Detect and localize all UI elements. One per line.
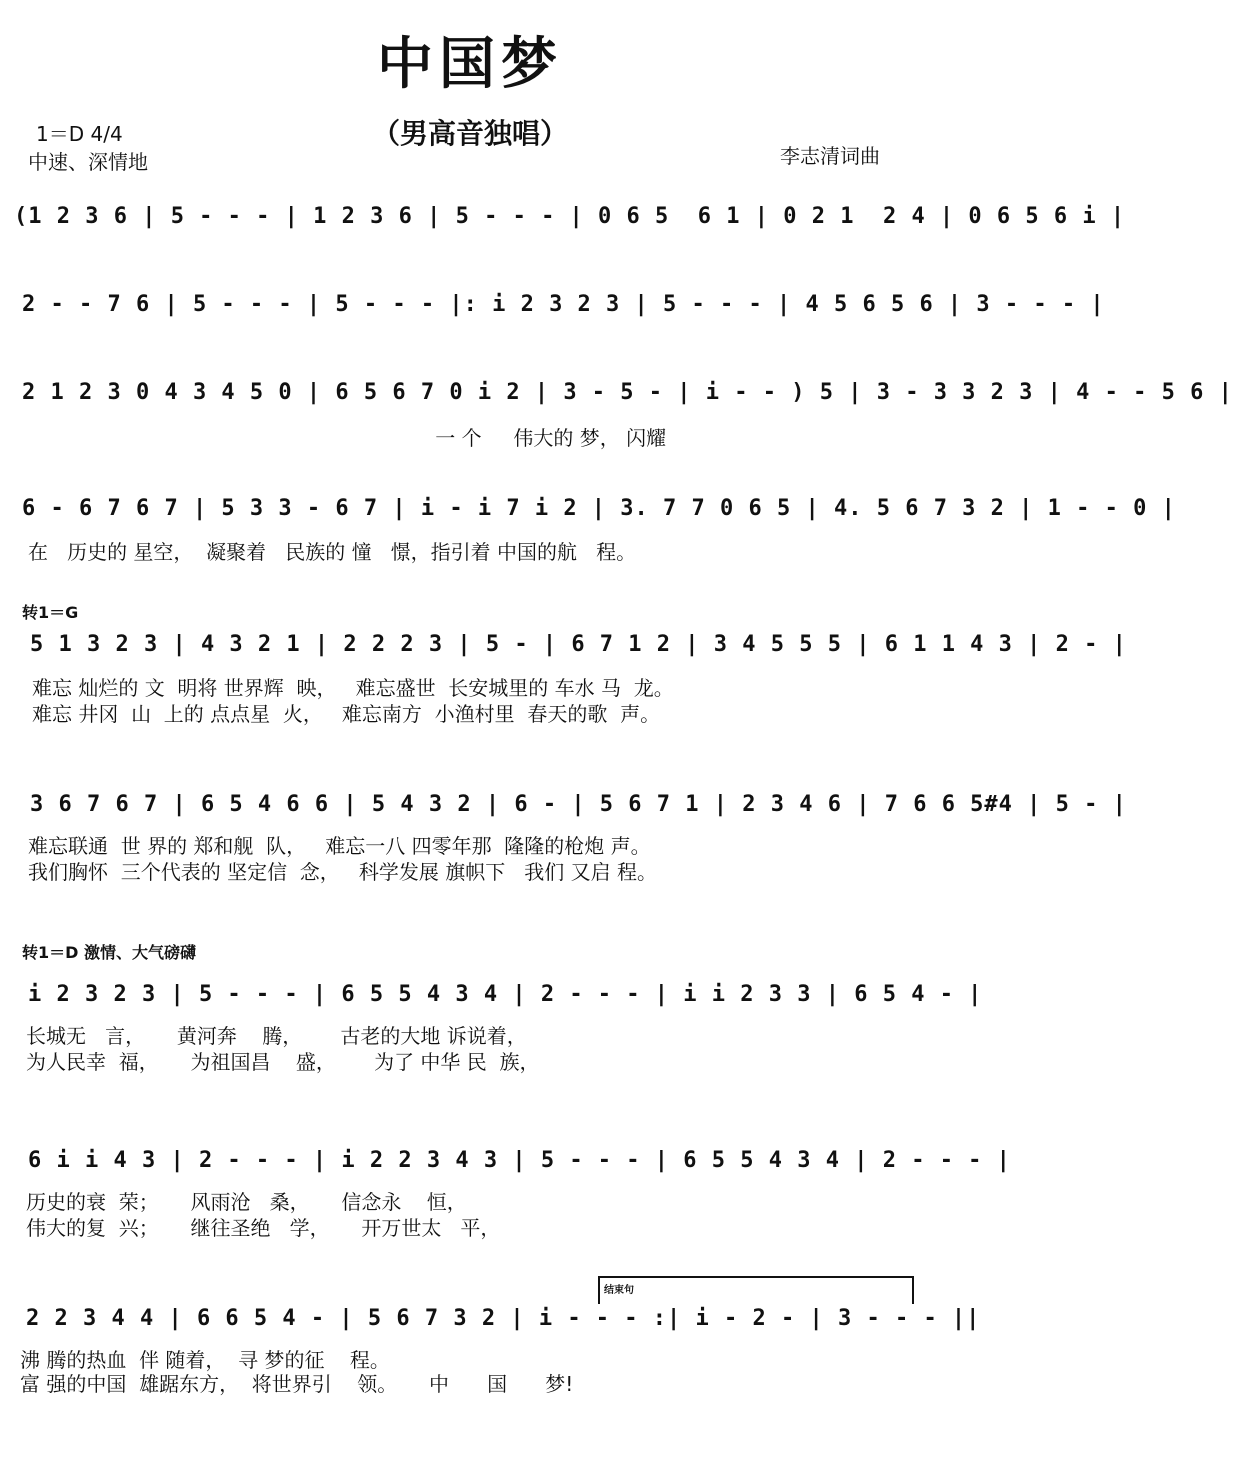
lyrics-line-4: 在 历史的 星空， 凝聚着 民族的 憧 憬，指引着 中国的航 程。	[28, 540, 637, 564]
lyrics-line-3: 一 个 伟大的 梦， 闪耀	[22, 426, 667, 450]
lyrics-line-9a: 沸 腾的热血 伴 随着， 寻 梦的征 程。	[20, 1348, 390, 1372]
key-signature: 1＝D 4/4	[36, 122, 123, 146]
modulation-g: 转1＝G	[22, 603, 79, 622]
lyrics-line-9b: 富 强的中国 雄踞东方， 将世界引 领。 中 国 梦!	[20, 1372, 574, 1396]
lyrics-line-5b: 难忘 井冈 山 上的 点点星 火， 难忘南方 小渔村里 春天的歌 声。	[32, 702, 661, 726]
lyrics-line-7a: 长城无 言， 黄河奔 腾， 古老的大地 诉说着，	[26, 1024, 527, 1048]
author-credit: 李志清词曲	[780, 144, 880, 168]
lyrics-line-5a: 难忘 灿烂的 文 明将 世界辉 映， 难忘盛世 长安城里的 车水 马 龙。	[32, 676, 674, 700]
lyrics-line-6b: 我们胸怀 三个代表的 坚定信 念， 科学发展 旗帜下 我们 又启 程。	[28, 860, 658, 884]
lyrics-line-6a: 难忘联通 世 界的 郑和舰 队， 难忘一八 四零年那 隆隆的枪炮 声。	[28, 834, 651, 858]
score-line-8: 6 i i 4 3 | 2 - - - | i 2 2 3 4 3 | 5 - - - | 6 5 5 4 3 4 | 2 - - - |	[28, 1148, 1011, 1173]
lyrics-line-7b: 为人民幸 福， 为祖国昌 盛， 为了 中华 民 族，	[26, 1050, 540, 1074]
score-line-1: (1 2 3 6 | 5 - - - | 1 2 3 6 | 5 - - - | 0 6 5 6 1 | 0 2 1 2 4 | 0 6 5 6 i |	[14, 204, 1126, 229]
song-subtitle: （男高音独唱）	[371, 117, 568, 150]
lyrics-line-8a: 历史的衰 荣； 风雨沧 桑， 信念永 恒，	[26, 1190, 467, 1214]
score-line-9: 2 2 3 4 4 | 6 6 5 4 - | 5 6 7 3 2 | i - - - :| i - 2 - | 3 - - - ||	[26, 1306, 981, 1331]
score-line-4: 6 - 6 7 6 7 | 5 3 3 - 6 7 | i - i 7 i 2 | 3. 7 7 0 6 5 | 4. 5 6 7 3 2 | 1 - - 0 |	[22, 496, 1176, 521]
score-line-7: i 2 3 2 3 | 5 - - - | 6 5 5 4 3 4 | 2 - - - | i i 2 3 3 | 6 5 4 - |	[28, 982, 983, 1007]
tempo-marking: 中速、深情地	[28, 150, 148, 174]
score-line-3: 2 1 2 3 0 4 3 4 5 0 | 6 5 6 7 0 i 2 | 3 - 5 - | i - - ) 5 | 3 - 3 3 2 3 | 4 - - 5 6 |	[22, 380, 1233, 405]
ending-label: 结束句	[604, 1285, 634, 1296]
score-line-5: 5 1 3 2 3 | 4 3 2 1 | 2 2 2 3 | 5 - | 6 7 1 2 | 3 4 5 5 5 | 6 1 1 4 3 | 2 - |	[30, 632, 1127, 657]
score-line-6: 3 6 7 6 7 | 6 5 4 6 6 | 5 4 3 2 | 6 - | 5 6 7 1 | 2 3 4 6 | 7 6 6 5#4 | 5 - |	[30, 792, 1127, 817]
score-line-2: 2 - - 7 6 | 5 - - - | 5 - - - |: i 2 3 2 3 | 5 - - - | 4 5 6 5 6 | 3 - - - |	[22, 292, 1105, 317]
modulation-d: 转1＝D 激情、大气磅礴	[22, 943, 196, 962]
song-title: 中国梦	[377, 31, 563, 97]
ending-bracket	[598, 1276, 914, 1304]
lyrics-line-8b: 伟大的复 兴； 继往圣绝 学， 开万世太 平，	[26, 1216, 501, 1240]
